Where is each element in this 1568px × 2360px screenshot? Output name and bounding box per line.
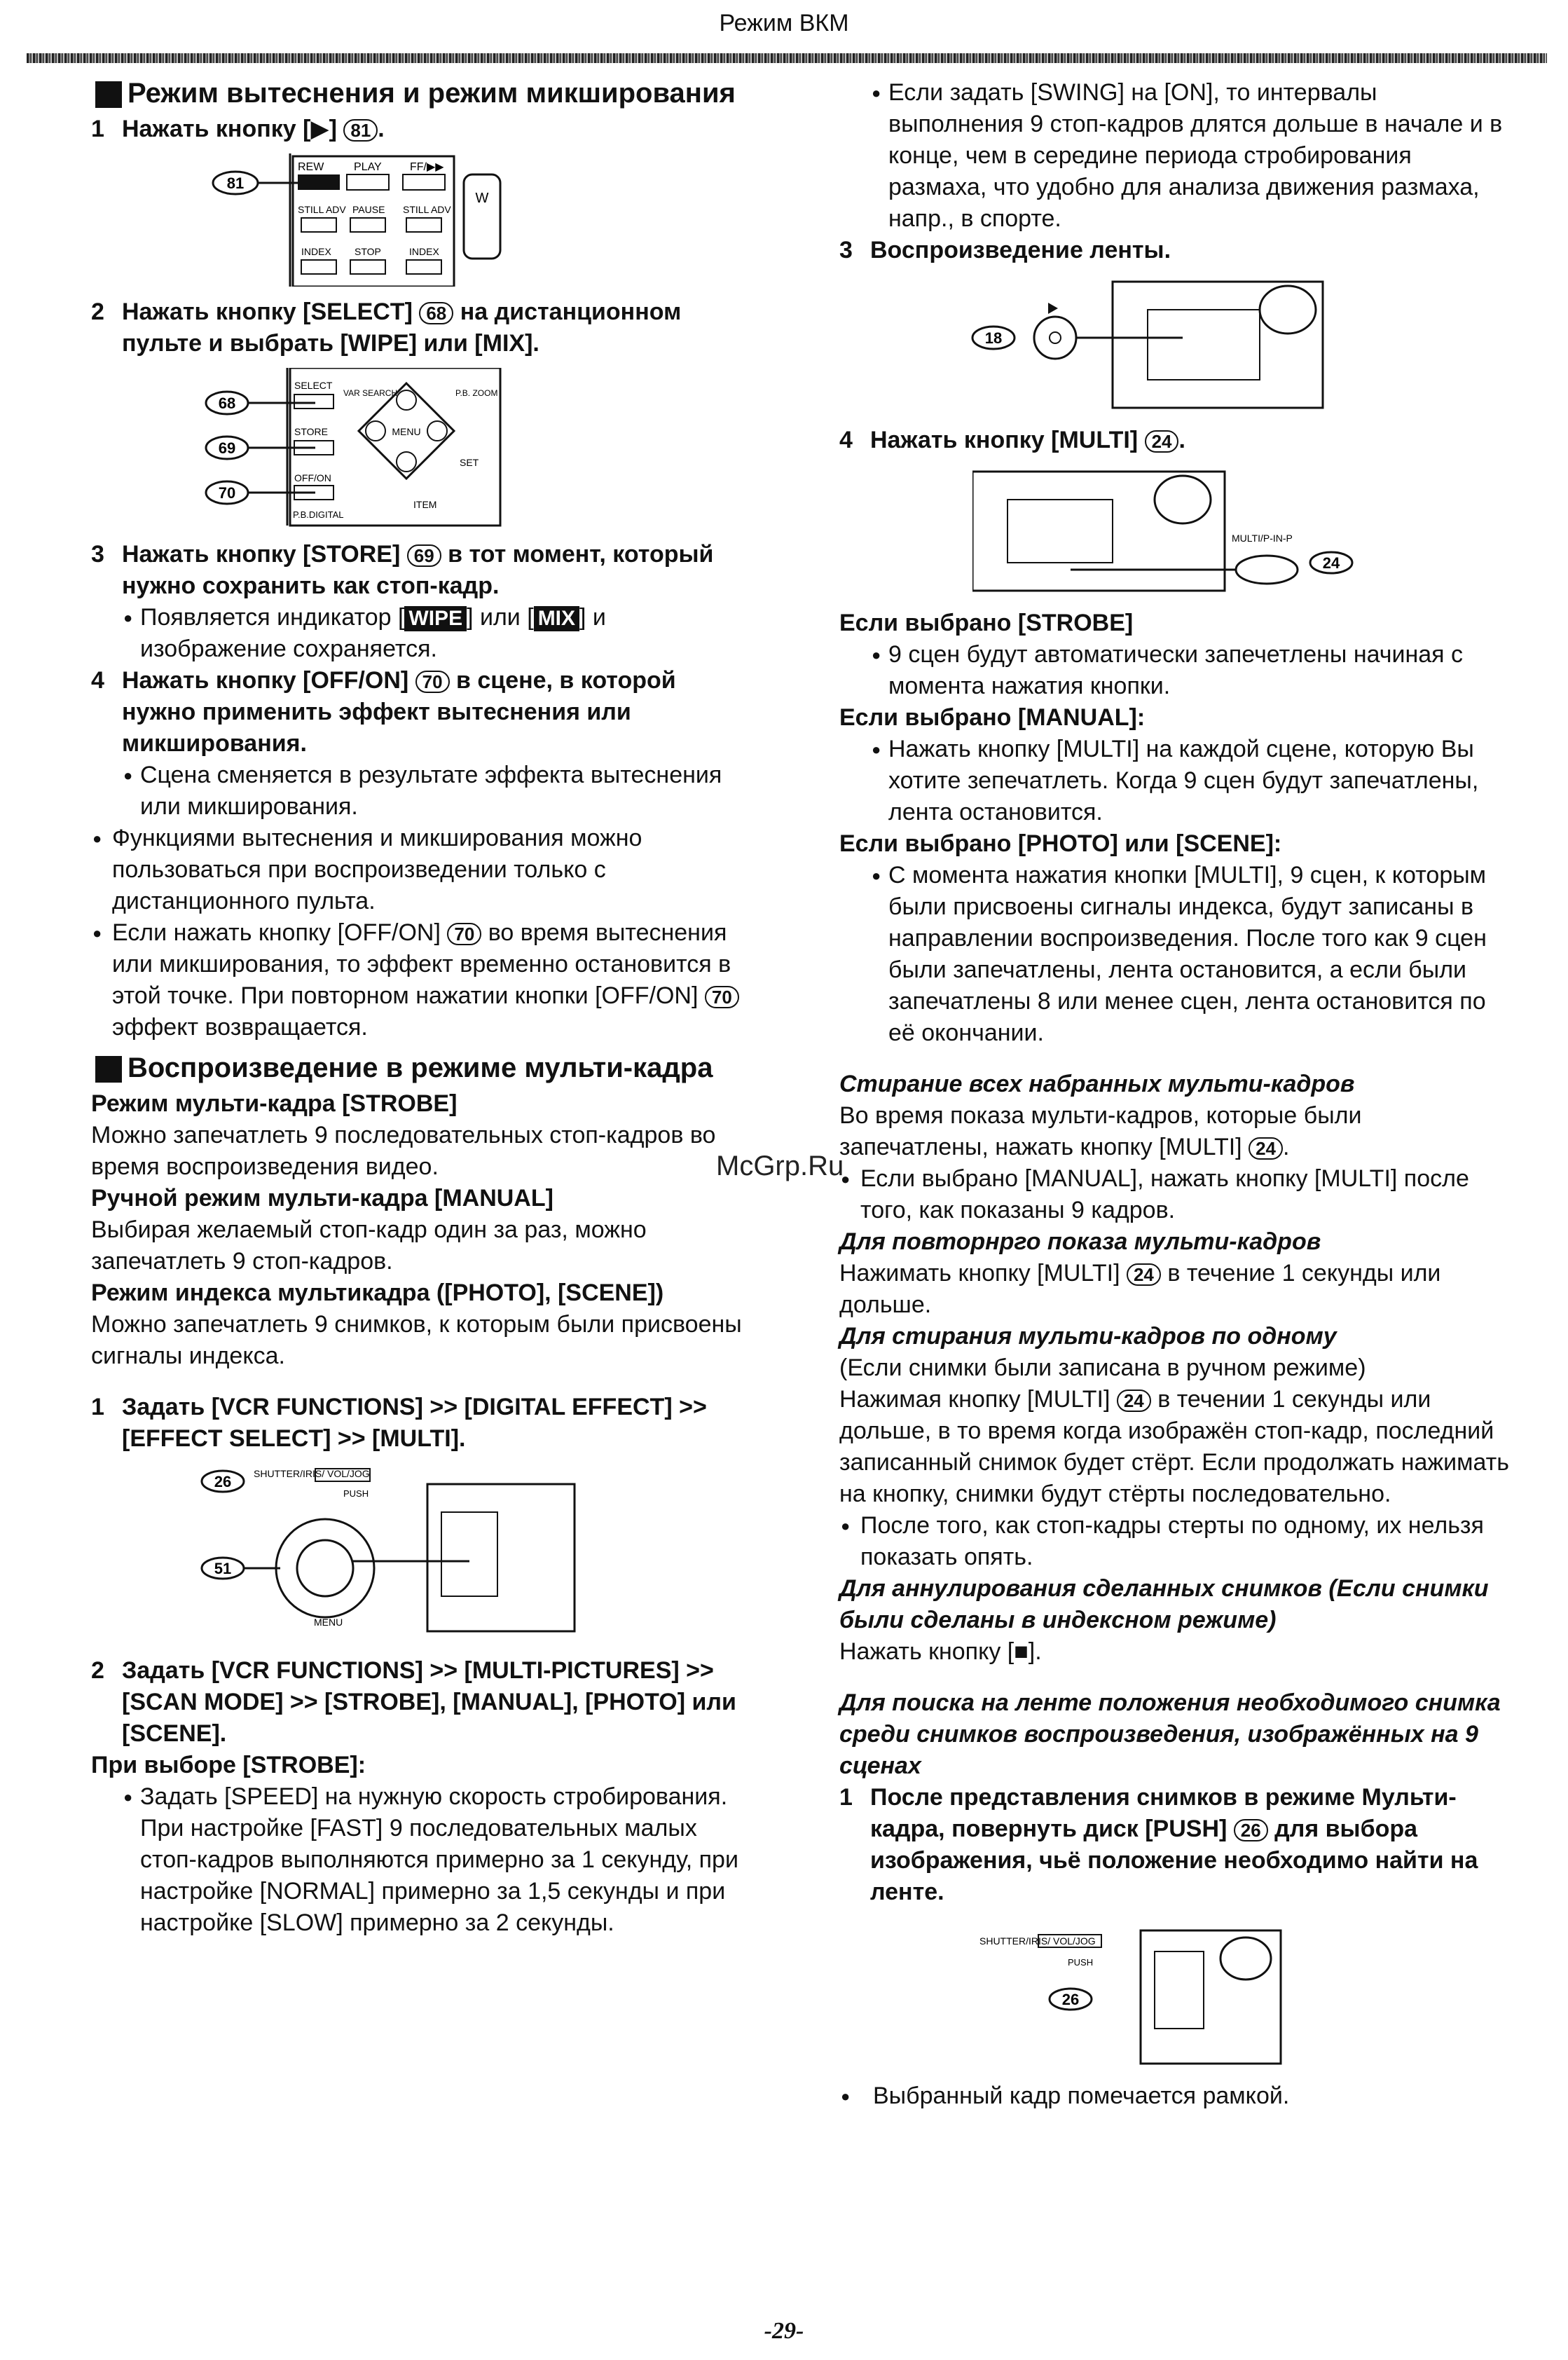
step-3: 3 Нажать кнопку [STORE] 69 в тот момент, который нужно сохранить как стоп-кадр.	[91, 541, 714, 599]
svg-text:STILL ADV: STILL ADV	[298, 204, 346, 215]
erase-one-heading: Для стирания мульти-кадров по одному	[839, 1323, 1337, 1350]
replay-text: Нажимать кнопку [MULTI] 24 в течение 1 секунды или дольше.	[839, 1260, 1441, 1318]
svg-text:VAR SEARCH: VAR SEARCH	[343, 388, 398, 398]
svg-text:PLAY: PLAY	[354, 161, 382, 173]
step-2: 2 Нажать кнопку [SELECT] 68 на дистанционном пульте и выбрать [WIPE] или [MIX].	[91, 299, 682, 357]
svg-text:26: 26	[1061, 1991, 1080, 2008]
svg-text:INDEX: INDEX	[409, 246, 439, 257]
svg-text:MENU: MENU	[314, 1617, 343, 1628]
section-wipe-mix: Режим вытеснения и режим микширования	[91, 77, 750, 109]
swing-note: ● Если задать [SWING] на [ON], то интервалы выполнения 9 стоп-кадров длятся дольше в начале и в конце, чем в середине периода стробирования размаха, что удобно для анализа движения размаха, напр., в спорте.	[839, 77, 1512, 235]
right-column	[839, 77, 1512, 2112]
svg-text:FF/▶▶: FF/▶▶	[410, 161, 444, 173]
multi-step-3: 3 Воспроизведение ленты.	[839, 237, 1171, 263]
svg-text:24: 24	[1322, 554, 1340, 572]
svg-text:P.B. ZOOM: P.B. ZOOM	[455, 388, 498, 398]
multi-step-4: 4 Нажать кнопку [MULTI] 24 .	[839, 427, 1185, 453]
svg-text:STORE: STORE	[294, 426, 328, 437]
header-rule	[27, 53, 1547, 63]
wipe-indicator: WIPE	[404, 606, 467, 631]
left-column	[91, 77, 750, 1939]
if-manual-text: ● Нажать кнопку [MULTI] на каждой сцене, которую Вы хотите зепечатлеть. Когда 9 сцен будут запечатлены, лента остановится.	[839, 734, 1512, 828]
mode-manual-heading: Ручной режим мульти-кадра [MANUAL]	[91, 1185, 553, 1212]
svg-text:PAUSE: PAUSE	[352, 204, 385, 215]
camera-jog-figure	[91, 1463, 750, 1645]
cancel-text: Нажать кнопку [■].	[839, 1638, 1042, 1665]
if-manual-heading: Если выбрано [MANUAL]:	[839, 704, 1146, 731]
step-4: 4 Нажать кнопку [OFF/ON] 70 в сцене, в которой нужно применить эффект вытеснения или микширования.	[91, 667, 676, 757]
search-heading: Для поиска на ленте положения необходимого снимка среди снимков воспроизведения, изображённых на 9 сценах	[839, 1689, 1501, 1779]
step-4-bullet: ● Сцена сменяется в результате эффекта вытеснения или микширования.	[91, 760, 750, 823]
svg-text:MULTI/P-IN-P: MULTI/P-IN-P	[1232, 533, 1293, 544]
svg-text:SELECT: SELECT	[294, 380, 333, 391]
svg-text:W: W	[475, 191, 489, 206]
strobe-choice-heading: При выборе [STROBE]:	[91, 1752, 366, 1778]
mode-strobe-heading: Режим мульти-кадра [STROBE]	[91, 1090, 458, 1117]
svg-text:68: 68	[218, 395, 236, 412]
svg-text:PUSH: PUSH	[1068, 1957, 1094, 1968]
mix-indicator: MIX	[534, 606, 579, 631]
mode-manual-text: Выбирая желаемый стоп-кадр один за раз, можно запечатлеть 9 стоп-кадров.	[91, 1216, 647, 1275]
mode-index-heading: Режим индекса мультикадра ([PHOTO], [SCENE])	[91, 1280, 664, 1306]
step-1: 1 Нажать кнопку [▶] 81 .	[91, 116, 385, 142]
page-number: -29-	[764, 2318, 804, 2344]
multi-step-1: 1 Задать [VCR FUNCTIONS] >> [DIGITAL EFFECT] >> [EFFECT SELECT] >> [MULTI].	[91, 1394, 707, 1452]
svg-text:STOP: STOP	[355, 246, 381, 257]
multi-step-2: 2 Задать [VCR FUNCTIONS] >> [MULTI-PICTURES] >> [SCAN MODE] >> [STROBE], [MANUAL], [PHOTO] или [SCENE].	[91, 1657, 736, 1747]
svg-text:69: 69	[218, 439, 236, 457]
svg-text:MENU: MENU	[392, 426, 421, 437]
svg-text:REW: REW	[298, 161, 324, 173]
remote-select-figure	[91, 368, 750, 529]
svg-text:26: 26	[214, 1473, 232, 1490]
remote-playback-figure	[91, 153, 750, 287]
mode-strobe-text: Можно запечатлеть 9 последовательных стоп-кадров во время воспроизведения видео.	[91, 1122, 716, 1180]
mode-index-text: Можно запечатлеть 9 снимков, к которым были присвоены сигналы индекса.	[91, 1311, 742, 1369]
search-step-1: 1 После представления снимков в режиме Мульти-кадра, повернуть диск [PUSH] 26 для выбора изображения, чьё положение необходимо найти на ленте.	[839, 1784, 1478, 1905]
svg-text:81: 81	[226, 174, 245, 192]
erase-all-bullet: ● Если выбрано [MANUAL], нажать кнопку [MULTI] после того, как показаны 9 кадров.	[839, 1163, 1512, 1226]
svg-text:ITEM: ITEM	[413, 499, 437, 510]
final-note: ● Выбранный кадр помечается рамкой.	[839, 2080, 1512, 2112]
jog-dial-figure	[839, 1916, 1512, 2071]
multi-button-figure	[839, 465, 1512, 598]
svg-text:51: 51	[214, 1560, 232, 1577]
svg-text:SHUTTER/IRIS/ VOL/JOG: SHUTTER/IRIS/ VOL/JOG	[979, 1935, 1096, 1947]
cancel-heading: Для аннулирования сделанных снимков (Если снимки были сделаны в индексном режиме)	[839, 1575, 1489, 1633]
svg-text:SET: SET	[460, 457, 479, 468]
svg-text:PUSH: PUSH	[343, 1488, 369, 1499]
note-1: ● Функциями вытеснения и микширования можно пользоваться при воспроизведении только с дистанционного пульта.	[91, 823, 750, 917]
if-photo-heading: Если выбрано [PHOTO] или [SCENE]:	[839, 830, 1282, 857]
section-multi-picture: Воспроизведение в режиме мульти-кадра	[91, 1052, 750, 1084]
note-2: ● Если нажать кнопку [OFF/ON] 70 во время вытеснения или микширования, то эффект временно остановится в этой точке. При повторном нажатии кнопки [OFF/ON] 70 эффект возвращается.	[91, 917, 750, 1043]
erase-one-bullet: ● После того, как стоп-кадры стерты по одному, их нельзя показать опять.	[839, 1510, 1512, 1573]
strobe-choice-text: ● Задать [SPEED] на нужную скорость стробирования. При настройке [FAST] 9 последовательных малых стоп-кадров выполняются примерно за 1 секунду, при настройке [NORMAL] примерно за 1,5 секунды и при настройке [SLOW] примерно за 2 секунды.	[91, 1781, 750, 1939]
svg-text:OFF/ON: OFF/ON	[294, 472, 331, 483]
svg-text:18: 18	[984, 329, 1003, 347]
erase-all-heading: Стирание всех набранных мульти-кадров	[839, 1071, 1355, 1097]
if-strobe-text: ● 9 сцен будут автоматически запечетлены начиная с момента нажатия кнопки.	[839, 639, 1512, 702]
erase-one-text: Нажимая кнопку [MULTI] 24 в течении 1 секунды или дольше, в то время когда изображён стоп-кадр, последний записанный снимок будет стёрт. Если продолжать нажимать на кнопку, снимки будут стёрты последовательно.	[839, 1386, 1509, 1507]
step-3-bullet: ● Появляется индикатор [ WIPE ] или [ MIX ] и изображение сохраняется.	[91, 602, 750, 665]
svg-text:P.B.DIGITAL: P.B.DIGITAL	[293, 509, 344, 520]
erase-one-note: (Если снимки были записана в ручном режиме)	[839, 1354, 1366, 1381]
if-photo-text: ● С момента нажатия кнопки [MULTI], 9 сцен, к которым были присвоены сигналы индекса, будут записаны в направлении воспроизведения. После того как 9 сцен были запечатлены, лента остановится, а если были запечатлены 8 или менее сцен, лента остановится по её окончании.	[839, 860, 1512, 1049]
svg-text:70: 70	[218, 484, 236, 502]
svg-text:INDEX: INDEX	[301, 246, 331, 257]
svg-text:SHUTTER/IRIS/ VOL/JOG: SHUTTER/IRIS/ VOL/JOG	[254, 1468, 370, 1479]
play-button-figure	[839, 275, 1512, 415]
erase-all-text: Во время показа мульти-кадров, которые были запечатлены, нажать кнопку [MULTI] 24 .	[839, 1102, 1362, 1160]
page-header: Режим ВКМ	[719, 10, 849, 36]
watermark: McGrp.Ru	[716, 1151, 844, 1181]
svg-text:STILL ADV: STILL ADV	[403, 204, 451, 215]
if-strobe-heading: Если выбрано [STROBE]	[839, 610, 1134, 636]
replay-heading: Для повторнрго показа мульти-кадров	[839, 1228, 1321, 1255]
